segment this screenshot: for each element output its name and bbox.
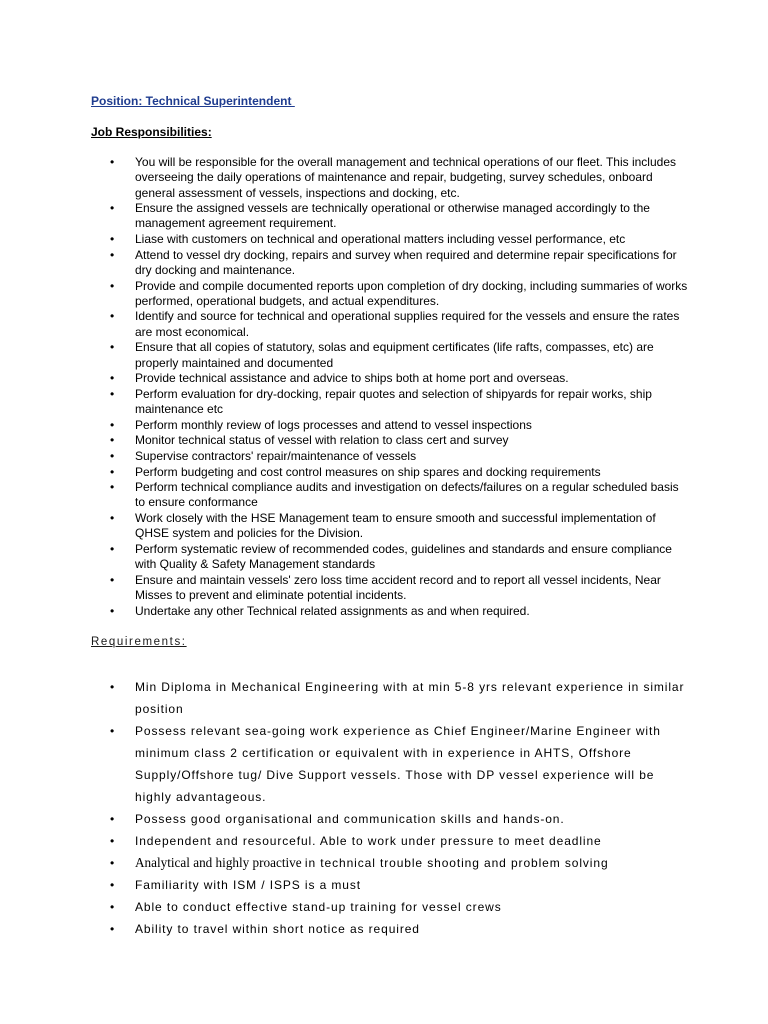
- responsibilities-list: [108, 155, 688, 619]
- list-item: • Provide and compile documented reports upon completion of dry docking, including summaries of works performed, operational budgets, and actual expenditures.: [108, 279, 688, 310]
- analytical-sans-text: in technical trouble shooting and problem solving: [304, 856, 609, 870]
- list-item: • Attend to vessel dry docking, repairs and survey when required and determine repair specifications for dry docking and maintenance.: [108, 248, 688, 279]
- list-item: • Able to conduct effective stand-up training for vessel crews: [108, 896, 688, 918]
- list-item: [108, 852, 688, 874]
- list-item: • Independent and resourceful. Able to work under pressure to meet deadline: [108, 830, 688, 852]
- list-item: • Liase with customers on technical and operational matters including vessel performance, etc: [108, 232, 688, 247]
- position-title: Position: Technical Superintendent: [91, 94, 295, 108]
- list-item: • Provide technical assistance and advice to ships both at home port and overseas.: [108, 371, 688, 386]
- list-item: • Min Diploma in Mechanical Engineering with at min 5-8 yrs relevant experience in similar position: [108, 676, 688, 720]
- list-item: • Monitor technical status of vessel with relation to class cert and survey: [108, 433, 688, 448]
- list-item: • Supervise contractors' repair/maintenance of vessels: [108, 449, 688, 464]
- list-item: • Perform systematic review of recommended codes, guidelines and standards and ensure compliance with Quality & Safety Management standards: [108, 542, 688, 573]
- list-item: • Work closely with the HSE Management team to ensure smooth and successful implementation of QHSE system and policies for the Division.: [108, 511, 688, 542]
- list-item: • Undertake any other Technical related assignments as and when required.: [108, 604, 688, 619]
- list-item: • Ensure and maintain vessels' zero loss time accident record and to report all vessel incidents, Near Misses to prevent and eliminate potential incidents.: [108, 573, 688, 604]
- list-item: • Identify and source for technical and operational supplies required for the vessels and ensure the rates are most economical.: [108, 309, 688, 340]
- list-item: • Possess good organisational and communication skills and hands-on.: [108, 808, 688, 830]
- analytical-serif-text: Analytical and highly proactive: [135, 855, 305, 870]
- list-item: • Ability to travel within short notice as required: [108, 918, 688, 940]
- list-item: • Ensure the assigned vessels are technically operational or otherwise managed accordingly to the management agreement requirement.: [108, 201, 688, 232]
- list-item: • Perform technical compliance audits and investigation on defects/failures on a regular scheduled basis to ensure conformance: [108, 480, 688, 511]
- list-item: • Perform monthly review of logs processes and attend to vessel inspections: [108, 418, 688, 433]
- list-item: • You will be responsible for the overall management and technical operations of our fleet. This includes overseeing the daily operations of maintenance and repair, budgeting, survey schedules, onboard general assessment of vessels, inspections and docking, etc.: [108, 155, 688, 201]
- list-item: • Familiarity with ISM / ISPS is a must: [108, 874, 688, 896]
- requirements-heading: Requirements:: [91, 636, 187, 648]
- list-item: • Perform budgeting and cost control measures on ship spares and docking requirements: [108, 465, 688, 480]
- requirements-list: [108, 676, 688, 940]
- list-item: • Possess relevant sea-going work experience as Chief Engineer/Marine Engineer with minimum class 2 certification or equivalent with in experience in AHTS, Offshore Supply/Offshore tug/ Dive Support vessels. Those with DP vessel experience will be highly advantageous.: [108, 720, 688, 808]
- list-item: • Ensure that all copies of statutory, solas and equipment certificates (life rafts, compasses, etc) are properly maintained and documented: [108, 340, 688, 371]
- list-item: • Perform evaluation for dry-docking, repair quotes and selection of shipyards for repair works, ship maintenance etc: [108, 387, 688, 418]
- job-responsibilities-heading: Job Responsibilities:: [91, 125, 212, 139]
